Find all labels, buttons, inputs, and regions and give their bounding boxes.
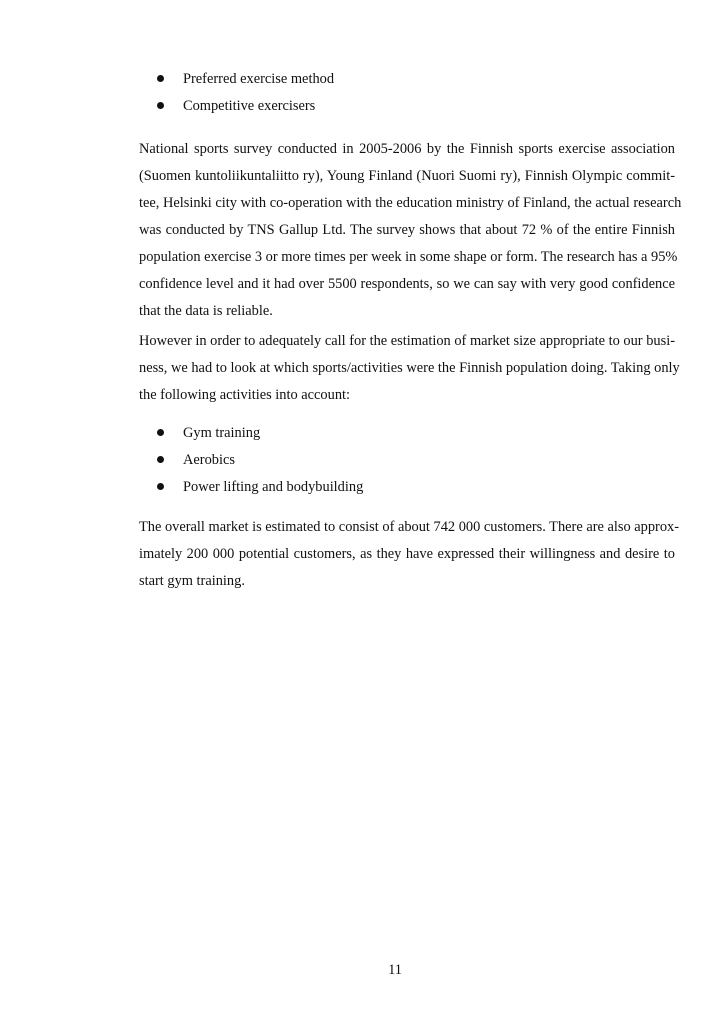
paragraph-line: imately 200 000 potential customers, as they have expressed their willingness and desire to — [139, 546, 675, 562]
paragraph-survey — [139, 136, 682, 325]
bullet-icon — [157, 456, 164, 463]
page-number: 11 — [388, 962, 402, 978]
bullet-icon — [157, 483, 164, 490]
bullet-icon — [157, 429, 164, 436]
paragraph-market-size — [139, 328, 680, 409]
paragraph-line: the following activities into account: — [139, 387, 351, 403]
list-item-text: Preferred exercise method — [183, 71, 335, 87]
paragraph-line: population exercise 3 or more times per week in some shape or form. The research has a 95% — [139, 249, 678, 265]
paragraph-line: was conducted by TNS Gallup Ltd. The survey shows that about 72 % of the entire Finnish — [139, 222, 675, 238]
list-item-text: Gym training — [183, 425, 261, 441]
paragraph-line: However in order to adequately call for the estimation of market size appropriate to our busi- — [139, 333, 675, 349]
list-item-text: Competitive exercisers — [183, 98, 316, 114]
paragraph-line: tee, Helsinki city with co-operation with the education ministry of Finland, the actual research — [139, 195, 682, 211]
paragraph-line: confidence level and it had over 5500 respondents, so we can say with very good confidence — [139, 276, 675, 292]
bullet-icon — [157, 102, 164, 109]
list-item-text: Power lifting and bodybuilding — [183, 479, 364, 495]
paragraph-overall-market — [139, 514, 680, 595]
bullet-icon — [157, 75, 164, 82]
paragraph-line: (Suomen kuntoliikuntaliitto ry), Young Finland (Nuori Suomi ry), Finnish Olympic commit- — [139, 168, 675, 184]
paragraph-line: ness, we had to look at which sports/activities were the Finnish population doing. Taking only — [139, 360, 680, 376]
paragraph-line: start gym training. — [139, 573, 245, 589]
paragraph-line: The overall market is estimated to consist of about 742 000 customers. There are also approx- — [139, 519, 680, 535]
list-item-text: Aerobics — [183, 452, 235, 468]
paragraph-line: that the data is reliable. — [139, 303, 273, 319]
paragraph-line: National sports survey conducted in 2005-2006 by the Finnish sports exercise association — [139, 141, 675, 157]
